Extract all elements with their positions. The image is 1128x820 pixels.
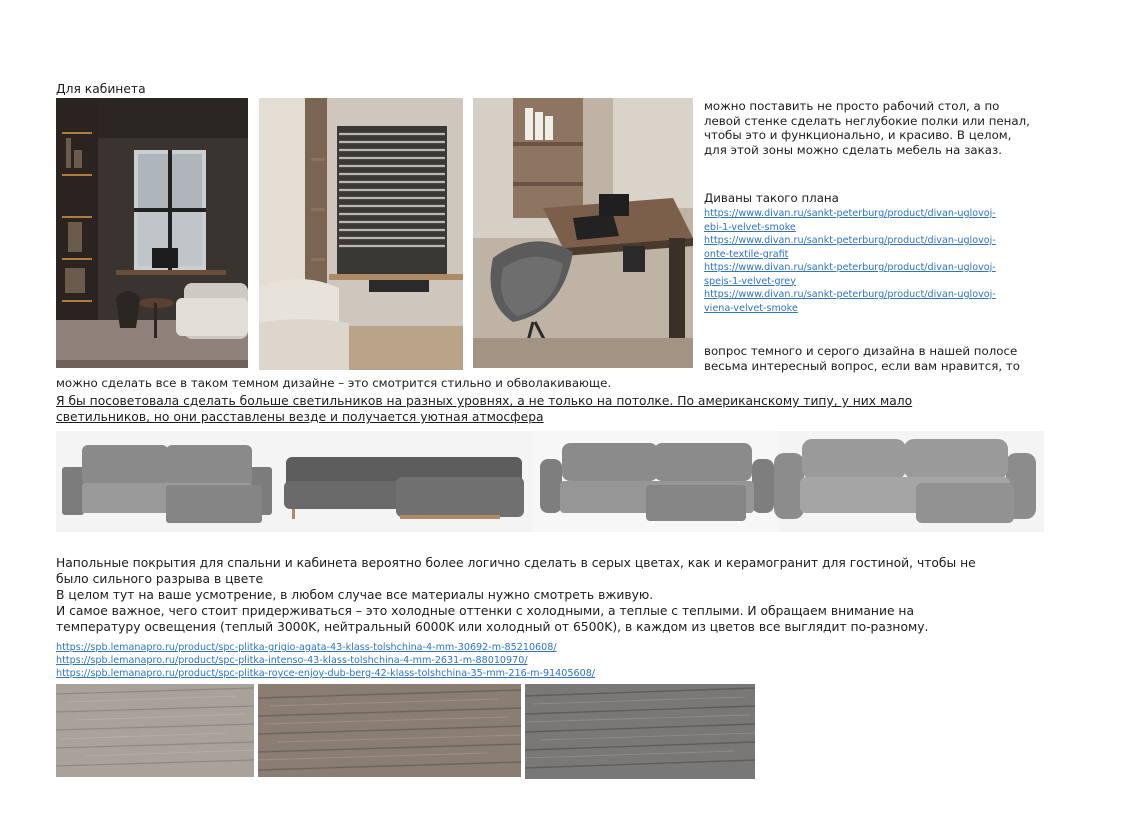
floor-link[interactable]: https://spb.lemanapro.ru/product/spc-plitka-royce-enjoy-dub-berg-42-klass-tolshchina-35-mm-216-m-91405608/ — [56, 668, 596, 679]
floor-link[interactable]: https://spb.lemanapro.ru/product/spc-plitka-intenso-43-klass-tolshchina-4-mm-2631-m-88010970/ — [56, 655, 528, 666]
lighting-advice-line: светильников, но они расставлены везде и получается уютная атмосфера — [56, 410, 544, 424]
flooring-line: Напольные покрытия для спальни и кабинета вероятно более логично сделать в серых цветах, как и керамогранит для гостиной, чтобы не — [56, 556, 976, 570]
sofa-image-1 — [62, 445, 272, 523]
cabinet-paragraph — [704, 99, 1030, 157]
flooring-paragraph — [56, 555, 976, 635]
sofa-gallery — [56, 431, 1044, 532]
sofa-image-4 — [774, 439, 1036, 523]
dark-design-line: вопрос темного и серого дизайна в нашей полосе — [704, 344, 1018, 358]
cabinet-paragraph-line: чтобы это и функционально, и красиво. В целом, — [704, 128, 1012, 143]
floor-swatch-2 — [258, 684, 521, 777]
sofa-link[interactable]: https://www.divan.ru/sankt-peterburg/product/divan-uglovoj- spejs-1-velvet-grey — [704, 262, 996, 287]
floor-swatch-1 — [56, 684, 254, 777]
dark-design-continuation: можно сделать все в таком темном дизайне – это смотрится стильно и обволакивающе. — [56, 376, 612, 390]
lighting-advice — [56, 393, 912, 425]
cabinet-paragraph-line: можно поставить не просто рабочий стол, а по — [704, 99, 1000, 113]
floor-swatch-3 — [525, 684, 755, 779]
flooring-line: было сильного разрыва в цвете — [56, 572, 264, 586]
flooring-line: В целом тут на ваше усмотрение, в любом случае все материалы нужно смотреть вживую. — [56, 588, 654, 602]
dark-design-paragraph — [704, 344, 1020, 373]
cabinet-paragraph-line: для этой зоны можно сделать мебель на заказ. — [704, 142, 1002, 157]
study-photo-dark — [56, 98, 248, 368]
study-photo-light — [259, 98, 463, 370]
flooring-line: И самое важное, чего стоит придерживаться – это холодные оттенки с холодными, а теплые с теплыми. И обращаем внимание на — [56, 604, 914, 618]
sofa-link[interactable]: https://www.divan.ru/sankt-peterburg/product/divan-uglovoj- ebi-1-velvet-smoke — [704, 208, 996, 233]
sofa-link[interactable]: https://www.divan.ru/sankt-peterburg/product/divan-uglovoj- onte-textile-grafit — [704, 235, 996, 260]
study-photo-desk — [473, 98, 693, 368]
floor-link[interactable]: https://spb.lemanapro.ru/product/spc-plitka-grigio-agata-43-klass-tolshchina-4-mm-30692-m-85210608/ — [56, 642, 557, 653]
sofas-heading: Диваны такого плана — [704, 191, 839, 205]
floor-links — [56, 641, 595, 680]
dark-design-line: весьма интересный вопрос, если вам нравится, то — [704, 358, 1020, 373]
sofa-link[interactable]: https://www.divan.ru/sankt-peterburg/product/divan-uglovoj- viena-velvet-smoke — [704, 289, 996, 314]
sofa-image-3 — [532, 431, 778, 532]
section-title: Для кабинета — [56, 82, 146, 96]
lighting-advice-line: Я бы посоветовала сделать больше светильников на разных уровнях, а не только на потолке. По американскому типу, у них мало — [56, 394, 913, 408]
flooring-line: температуру освещения (теплый 3000K, нейтральный 6000K или холодный от 6500K), в каждом из цветов все выглядит по-разному. — [56, 620, 929, 634]
sofa-links — [704, 207, 996, 315]
cabinet-paragraph-line: левой стенке сделать неглубокие полки или пенал, — [704, 113, 1030, 128]
